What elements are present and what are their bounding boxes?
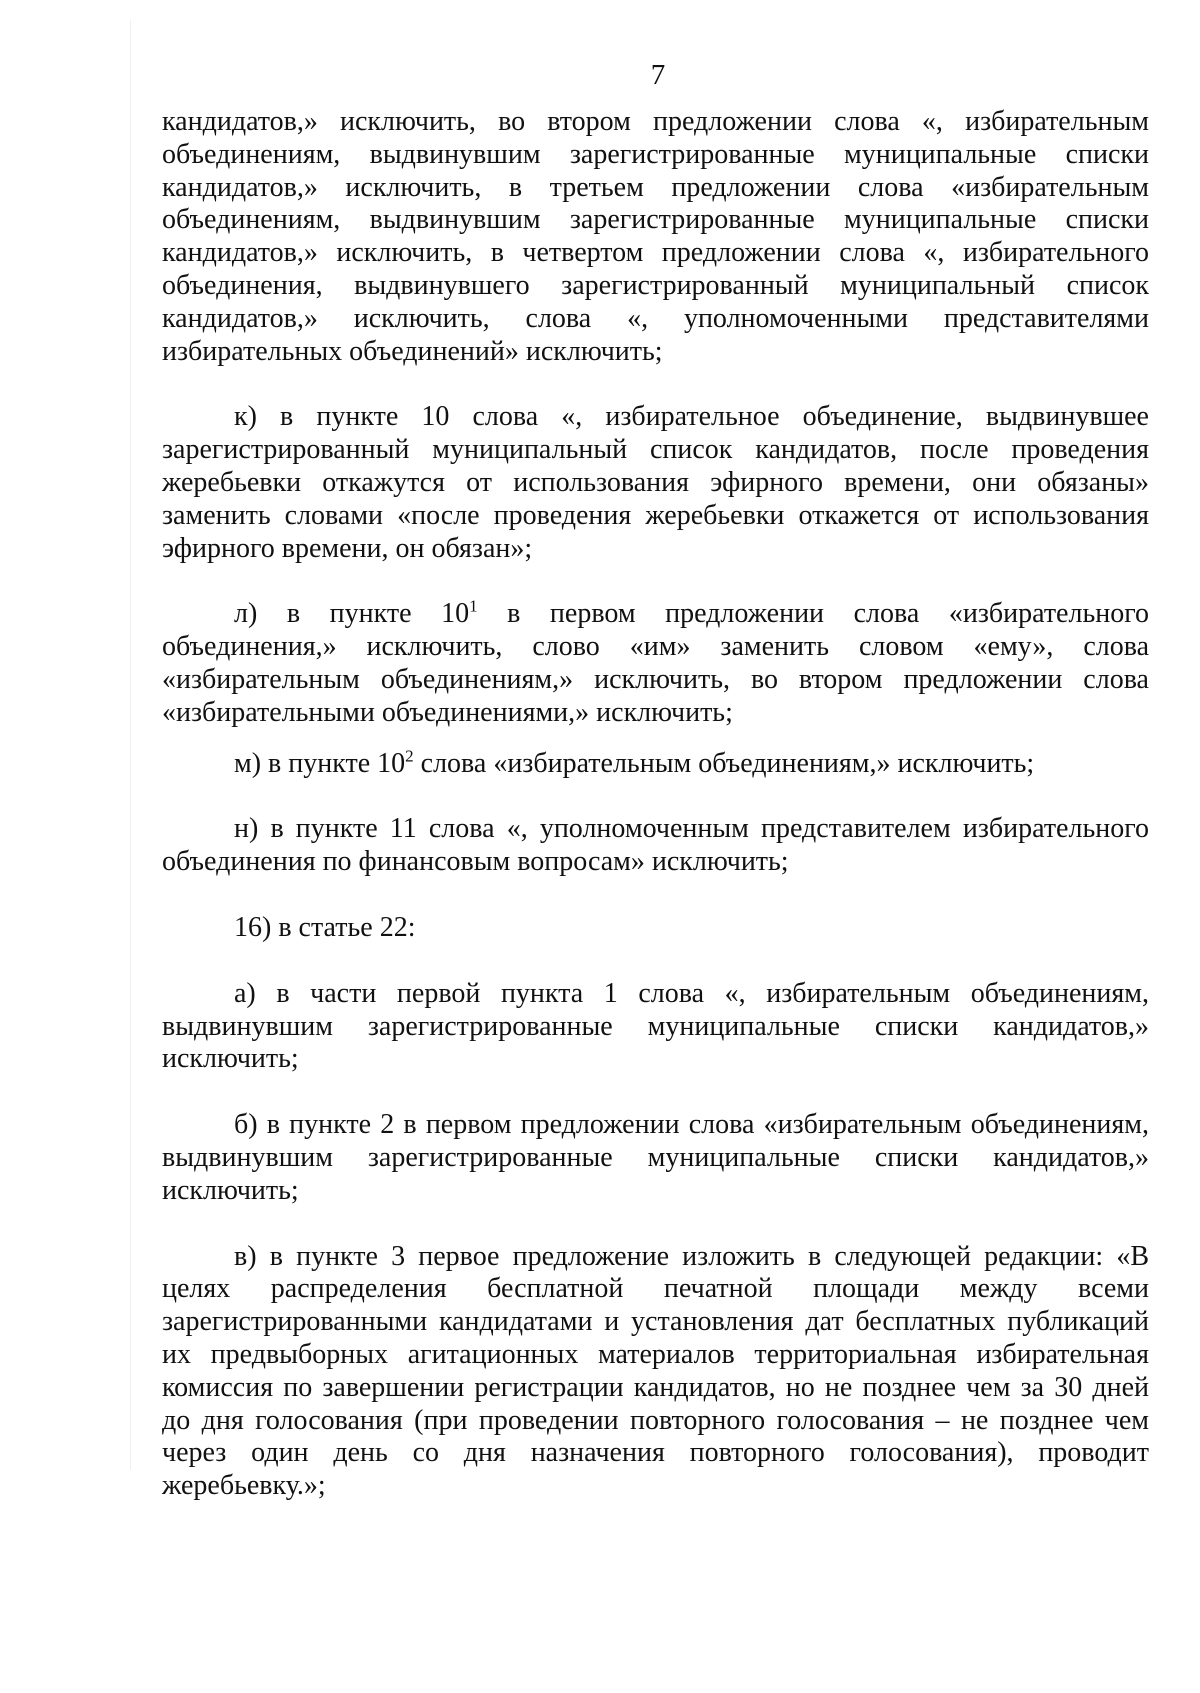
paragraph-item-b: б) в пункте 2 в первом предложении слова «избирательным объединениям, выдвинувшим зарегистрированные муниципальные списки кандидатов,» исключить; [162,1109,1149,1206]
paragraph-item-l-rest: в первом предложении слова «избирательного объединения,» исключить, слово «им» заменить словом «ему», слова «избирательным объединениям,» исключить, во втором предложении слова «избирательными объединениями,» исключить; [162,598,1149,728]
paragraph-item-m [162,748,1149,781]
superscript-index: 1 [469,597,478,617]
paragraph-continuation: кандидатов,» исключить, во втором предложении слова «, избирательным объединениям, выдвинувшим зарегистрированные муниципальные списки кандидатов,» исключить, в третьем предложении слова «избирательным объединениям, выдвинувшим зарегистрированные муниципальные списки кандидатов,» исключить, в четвертом предложении слова «, избирательного объединения, выдвинувшего зарегистрированный муниципальный список кандидатов,» исключить, слова «, уполномоченными представителями избирательных объединений» исключить; [162,106,1149,367]
paragraph-item-k: к) в пункте 10 слова «, избирательное объединение, выдвинувшее зарегистрированный муниципальный список кандидатов, после проведения жеребьевки откажутся от использования эфирного времени, они обязаны» заменить словами «после проведения жеребьевки откажется от использования эфирного времени, он обязан»; [162,401,1149,564]
paragraph-item-l [162,598,1149,729]
paragraph-item-n: н) в пункте 11 слова «, уполномоченным представителем избирательного объединения по финансовым вопросам» исключить; [162,813,1149,878]
margin-line [130,20,131,1470]
paragraph-item-v: в) в пункте 3 первое предложение изложить в следующей редакции: «В целях распределения бесплатной печатной площади между всеми зарегистрированными кандидатами и установления дат бесплатных публикаций их предвыборных агитационных материалов территориальная избирательная комиссия по завершении регистрации кандидатов, но не позднее чем за 30 дней до дня голосования (при проведении повторного голосования – не позднее чем через один день со дня назначения повторного голосования), проводит жеребьевку.»; [162,1240,1149,1502]
superscript-index: 2 [405,746,414,766]
paragraph-item-a: а) в части первой пункта 1 слова «, избирательным объединениям, выдвинувшим зарегистрированные муниципальные списки кандидатов,» исключить; [162,977,1149,1075]
paragraph-item-m-rest: слова «избирательным объединениям,» исключить; [413,747,1035,779]
paragraph-article-22: 16) в статье 22: [234,911,416,943]
document-body [162,106,1149,1503]
page-number: 7 [650,59,666,91]
paragraph-item-l-lead: л) в пункте 10 [234,598,470,630]
paragraph-item-m-lead: м) в пункте 10 [234,747,406,779]
